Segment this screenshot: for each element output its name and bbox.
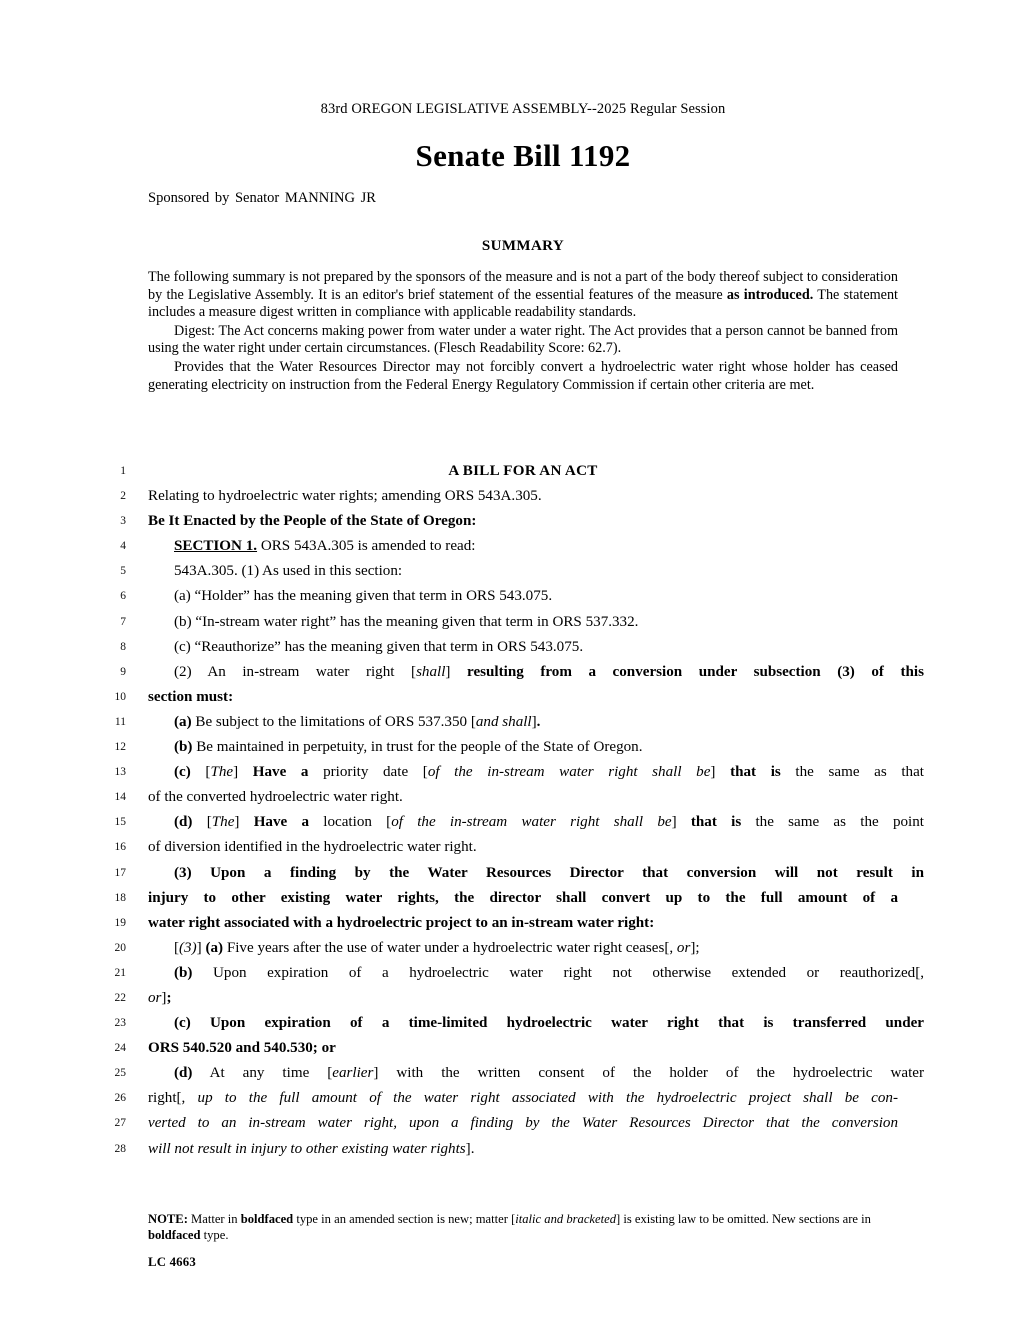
line-17-run-0: (3) Upon a finding by the Water Resources Director that conversion will not result in — [174, 864, 924, 881]
line-28-run-0: will not result in injury to other existing water rights — [148, 1140, 466, 1157]
sponsor-line: Sponsored by Senator MANNING JR — [148, 190, 376, 206]
lc-number: LC 4663 — [148, 1255, 196, 1269]
summary-digest-paragraph: Digest: The Act concerns making power from water under a water right. The Act provides that a person cannot be banned from using the water right under certain circumstances. (Flesch Readability Score: 62.7). — [148, 322, 898, 357]
line-text — [148, 1036, 898, 1061]
line-4-run-1: ORS 543A.305 is amended to read: — [257, 538, 476, 555]
line-text — [148, 484, 898, 509]
line-13-run-2: The — [210, 764, 234, 781]
summary-boilerplate — [148, 269, 898, 322]
line-text — [148, 986, 898, 1011]
bill-line — [0, 685, 1024, 710]
line-15-run-5: location [ — [309, 814, 392, 831]
line-text — [148, 835, 898, 860]
bill-line — [0, 1061, 1024, 1086]
line-11-run-4: . — [536, 713, 541, 730]
line-20-run-3: (a) — [205, 939, 224, 956]
line-6-run-0: (a) “Holder” has the meaning given that term in ORS 543.075. — [174, 588, 553, 605]
bill-line — [0, 509, 1024, 534]
bill-line — [0, 1011, 1024, 1036]
line-number: 18 — [114, 891, 126, 904]
line-text — [148, 936, 924, 961]
line-text — [148, 635, 924, 660]
bill-line — [0, 1111, 1024, 1136]
line-number: 23 — [114, 1017, 126, 1030]
bill-line — [0, 911, 1024, 936]
line-15-run-3: ] — [234, 814, 254, 831]
line-text — [148, 1137, 898, 1162]
line-21-run-0: (b) — [174, 964, 193, 981]
line-number: 22 — [114, 991, 126, 1004]
line-number: 5 — [120, 565, 126, 578]
line-number: 3 — [120, 515, 126, 528]
line-25-run-0: (d) — [174, 1065, 193, 1082]
bill-line — [0, 1036, 1024, 1061]
line-number: 14 — [114, 791, 126, 804]
line-text — [148, 509, 898, 534]
bill-line — [0, 961, 1024, 986]
line-number: 12 — [114, 741, 126, 754]
summary-boilerplate-run-1: as introduced. — [726, 286, 814, 303]
line-text — [148, 610, 924, 635]
line-20-run-5: or — [676, 939, 691, 956]
line-number: 25 — [114, 1067, 126, 1080]
line-5-run-0: 543A.305. (1) As used in this section: — [174, 563, 403, 580]
line-9-run-2: ] — [445, 663, 468, 680]
line-text — [148, 785, 898, 810]
line-20-run-2: ] — [196, 939, 206, 956]
line-number: 13 — [114, 766, 126, 779]
line-text — [148, 911, 898, 936]
bill-line — [0, 660, 1024, 685]
summary-heading: SUMMARY — [481, 238, 565, 254]
line-number: 1 — [120, 465, 126, 477]
line-number: 26 — [114, 1092, 126, 1105]
bill-line — [0, 459, 1024, 484]
line-text — [148, 584, 924, 609]
line-28-run-1: ]. — [465, 1140, 475, 1157]
line-number: 7 — [120, 615, 126, 628]
line-number: 8 — [120, 640, 126, 653]
line-10-run-0: section must: — [148, 688, 234, 705]
footer-note — [148, 1212, 898, 1243]
bill-line — [0, 986, 1024, 1011]
line-15-run-6: of the in-stream water right shall be — [391, 814, 672, 831]
summary-boilerplate-run-2: The statement includes a measure digest written in compliance with applicable readability standards. — [148, 286, 898, 321]
line-15-run-2: The — [211, 814, 235, 831]
line-text — [148, 459, 898, 484]
line-number: 9 — [120, 665, 126, 678]
line-20-run-6: ]; — [690, 939, 700, 956]
line-15-run-7: ] — [671, 814, 691, 831]
line-13-run-4: Have a — [252, 764, 309, 781]
bill-line — [0, 810, 1024, 835]
footer-note-run-6: boldfaced — [148, 1227, 201, 1242]
line-8-run-0: (c) “Reauthorize” has the meaning given that term in ORS 543.075. — [174, 638, 584, 655]
line-15-run-0: (d) — [174, 814, 193, 831]
line-13-run-1: [ — [190, 764, 211, 781]
line-20-run-1: (3) — [179, 939, 197, 956]
bill-line — [0, 584, 1024, 609]
line-22-run-1: ] — [161, 989, 167, 1006]
bill-line — [0, 886, 1024, 911]
line-16-run-0: of diversion identified in the hydroelectric water right. — [148, 839, 477, 856]
line-2-run-0: Relating to hydroelectric water rights; amending ORS 543A.305. — [148, 488, 542, 505]
line-19-run-0: water right associated with a hydroelectric project to an in-stream water right: — [148, 914, 655, 931]
line-1-run-0: A BILL FOR AN ACT — [448, 463, 598, 479]
line-number: 6 — [120, 590, 126, 603]
bill-line — [0, 559, 1024, 584]
line-text — [148, 559, 924, 584]
bill-line — [0, 735, 1024, 760]
bill-title: Senate Bill 1192 — [415, 138, 631, 173]
bill-line — [0, 1137, 1024, 1162]
summary-section — [148, 238, 898, 394]
line-21-run-1: Upon expiration of a hydroelectric water right not otherwise extended or reauthorized[, — [192, 964, 924, 981]
line-7-run-0: (b) “In-stream water right” has the meaning given that term in ORS 537.332. — [174, 613, 639, 630]
summary-provides-paragraph: Provides that the Water Resources Director may not forcibly convert a hydroelectric water right whose holder has ceased generating electricity on instruction from the Federal Energy Regulatory Commission if certain other criteria are met. — [148, 358, 898, 393]
line-25-run-3: ] with the written consent of the holder of the hydroelectric water — [373, 1065, 924, 1082]
line-number: 4 — [120, 540, 126, 553]
bill-line — [0, 635, 1024, 660]
line-number: 24 — [114, 1042, 126, 1055]
line-number: 11 — [114, 715, 126, 728]
line-12-run-1: Be maintained in perpetuity, in trust for the people of the State of Oregon. — [192, 739, 643, 756]
bill-line — [0, 710, 1024, 735]
summary-boilerplate-run-0: The following summary is not prepared by the sponsors of the measure and is not a part of the body thereof subject to consideration by the Legislative Assembly. It is an editor's brief statement of the essential features of the measure — [148, 269, 898, 303]
assembly-session-line: 83rd OREGON LEGISLATIVE ASSEMBLY--2025 Regular Session — [320, 101, 726, 117]
footer-note-run-3: type in an amended section is new; matter [ — [293, 1212, 516, 1226]
footer-note-run-0: NOTE: — [148, 1212, 188, 1226]
bill-line — [0, 1086, 1024, 1111]
bill-line — [0, 484, 1024, 509]
bill-line — [0, 534, 1024, 559]
line-13-run-5: priority date [ — [308, 764, 428, 781]
line-11-run-2: and shall — [475, 713, 532, 730]
line-11-run-0: (a) — [174, 713, 192, 730]
line-number: 28 — [114, 1142, 126, 1155]
bill-line — [0, 610, 1024, 635]
footer-note-run-7: type. — [200, 1227, 229, 1242]
line-14-run-0: of the converted hydroelectric water right. — [148, 789, 403, 806]
bill-line — [0, 785, 1024, 810]
line-13-run-6: of the in-stream water right shall be — [427, 764, 711, 781]
line-number: 16 — [114, 841, 126, 854]
line-number: 19 — [114, 916, 126, 929]
line-15-run-8: that is — [690, 814, 742, 831]
footer-note-run-1: Matter in — [187, 1212, 241, 1226]
line-number: 17 — [114, 866, 126, 879]
line-20-run-0: [ — [174, 939, 180, 956]
line-25-run-1: At any time [ — [192, 1065, 333, 1082]
line-13-run-8: that is — [730, 764, 781, 781]
bill-line — [0, 936, 1024, 961]
line-27-run-0: verted to an in-stream water right, upon a finding by the Water Resources Director that the conversion — [148, 1115, 898, 1132]
line-text — [148, 710, 924, 735]
line-9-run-0: (2) An in-stream water right [ — [174, 663, 417, 680]
footer-note-run-2: boldfaced — [240, 1212, 294, 1226]
line-13-run-0: (c) — [174, 764, 191, 781]
bill-line — [0, 835, 1024, 860]
bill-line — [0, 760, 1024, 785]
masthead — [148, 101, 898, 174]
line-number: 21 — [114, 966, 126, 979]
line-text — [148, 735, 924, 760]
bill-line — [0, 861, 1024, 886]
line-11-run-1: Be subject to the limitations of ORS 537.350 [ — [191, 713, 476, 730]
line-26-run-1: up to the full amount of the water right associated with the hydroelectric project shall be con- — [197, 1090, 898, 1107]
line-11-run-3: ] — [531, 713, 537, 730]
line-23-run-0: (c) Upon expiration of a time-limited hydroelectric water right that is transferred under — [174, 1015, 924, 1032]
line-15-run-4: Have a — [253, 814, 310, 831]
line-number: 15 — [114, 816, 126, 829]
line-text — [148, 685, 898, 710]
line-9-run-1: shall — [416, 663, 446, 680]
line-15-run-9: the same as the point — [741, 814, 924, 831]
line-26-run-0: right[, — [148, 1090, 198, 1107]
line-text — [148, 534, 924, 559]
line-number: 27 — [114, 1117, 126, 1130]
footer-note-run-5: ] is existing law to be omitted. New sections are in — [616, 1212, 871, 1226]
line-24-run-0: ORS 540.520 and 540.530; or — [148, 1040, 336, 1057]
line-3-run-0: Be It Enacted by the People of the State of Oregon: — [148, 513, 477, 530]
line-number: 20 — [114, 941, 126, 954]
line-22-run-2: ; — [166, 989, 172, 1006]
line-13-run-7: ] — [710, 764, 731, 781]
line-9-run-3: resulting from a conversion under subsection (3) of this — [467, 663, 925, 680]
bill-body — [0, 459, 1024, 1162]
line-25-run-2: earlier — [332, 1065, 374, 1082]
line-4-run-0: SECTION 1. — [174, 538, 258, 555]
line-15-run-1: [ — [192, 814, 212, 831]
line-number: 10 — [114, 690, 126, 703]
line-number: 2 — [120, 490, 126, 503]
line-18-run-0: injury to other existing water rights, the director shall convert up to the full amount of a — [148, 889, 898, 906]
line-20-run-4: Five years after the use of water under a hydroelectric water right ceases[, — [223, 939, 677, 956]
line-13-run-3: ] — [233, 764, 253, 781]
line-22-run-0: or — [148, 989, 162, 1006]
line-13-run-9: the same as that — [780, 764, 924, 781]
line-12-run-0: (b) — [174, 739, 193, 756]
footer-note-run-4: italic and bracketed — [515, 1212, 616, 1226]
